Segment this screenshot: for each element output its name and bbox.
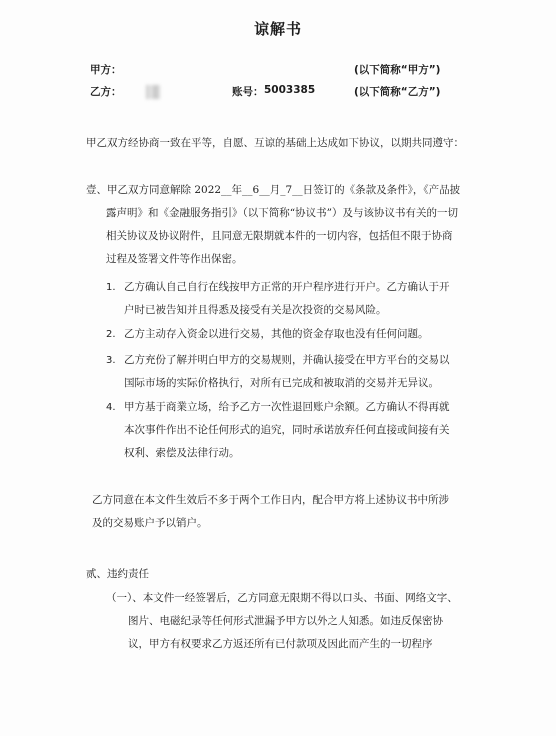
redacted-name — [146, 85, 160, 99]
section-2-line: 议，甲方有权要求乙方返还所有已付款项及因此而产生的一切程序 — [128, 638, 433, 650]
account-label: 账号： — [232, 86, 264, 98]
section-2-line: 图片、电磁纪录等任何形式泄漏予甲方以外之人知悉。如违反保密协 — [128, 615, 443, 627]
list-item-line: 甲方基于商業立场，给予乙方一次性退回账户余额。乙方确认不得再就 — [124, 401, 450, 413]
document-title: 谅解书 — [253, 20, 302, 38]
account-value: 5003385 — [264, 84, 316, 96]
list-item-line: 乙方充份了解并明白甲方的交易规则，并确认接受在甲方平台的交易以 — [124, 354, 450, 366]
closing-line: 乙方同意在本文件生效后不多于两个工作日内，配合甲方将上述协议书中所涉 — [92, 494, 449, 506]
list-item-number: 3. — [106, 355, 116, 366]
list-item-line: 本次事件作出不论任何形式的追究，同时承诺放弃任何直接或间接有关 — [124, 424, 450, 436]
party-a-note: (以下简称“甲方”) — [354, 64, 441, 76]
party-b-note: (以下简称“乙方”) — [354, 86, 441, 98]
list-item-line: 乙方主动存入资金以进行交易，其他的资金存取也没有任何问题。 — [124, 328, 429, 340]
list-item-number: 4. — [106, 402, 116, 413]
section-1-line: 壹、甲乙双方同意解除 2022__年__6__月_7__日签订的《条款及条件》，《产品披 — [86, 184, 461, 196]
section-2-line: （一）、本文件一经签署后，乙方同意无限期不得以口头、书面、网络文字、 — [106, 592, 458, 604]
list-item-line: 乙方确认自己自行在线按甲方正常的开户程序进行开户。乙方确认于开 — [124, 281, 450, 293]
list-item-line: 国际市场的实际价格执行，对所有已完成和被取消的交易并无异议。 — [124, 377, 439, 389]
section-2-heading: 贰、违约责任 — [86, 568, 149, 580]
list-item-line: 权利、索偿及法律行动。 — [124, 447, 240, 459]
section-1-line: 露声明》和《金融服务指引》（以下简称“协议书”）及与该协议书有关的一切 — [106, 207, 458, 219]
closing-line: 及的交易账户予以销户。 — [92, 517, 208, 529]
list-item-line: 户时已被告知并且得悉及接受有关是次投资的交易风险。 — [124, 304, 387, 316]
party-a-label: 甲方： — [90, 64, 122, 76]
intro-paragraph: 甲乙双方经协商一致在平等，自愿、互谅的基础上达成如下协议，以期共同遵守： — [86, 137, 464, 149]
section-1-line: 相关协议及协议附件，且同意无限期就本件的一切内容，包括但不限于协商 — [106, 230, 453, 242]
list-item-number: 1. — [106, 282, 116, 293]
section-1-line: 过程及签署文件等作出保密。 — [106, 253, 243, 265]
list-item-number: 2. — [106, 329, 116, 340]
party-b-label: 乙方： — [90, 86, 122, 98]
